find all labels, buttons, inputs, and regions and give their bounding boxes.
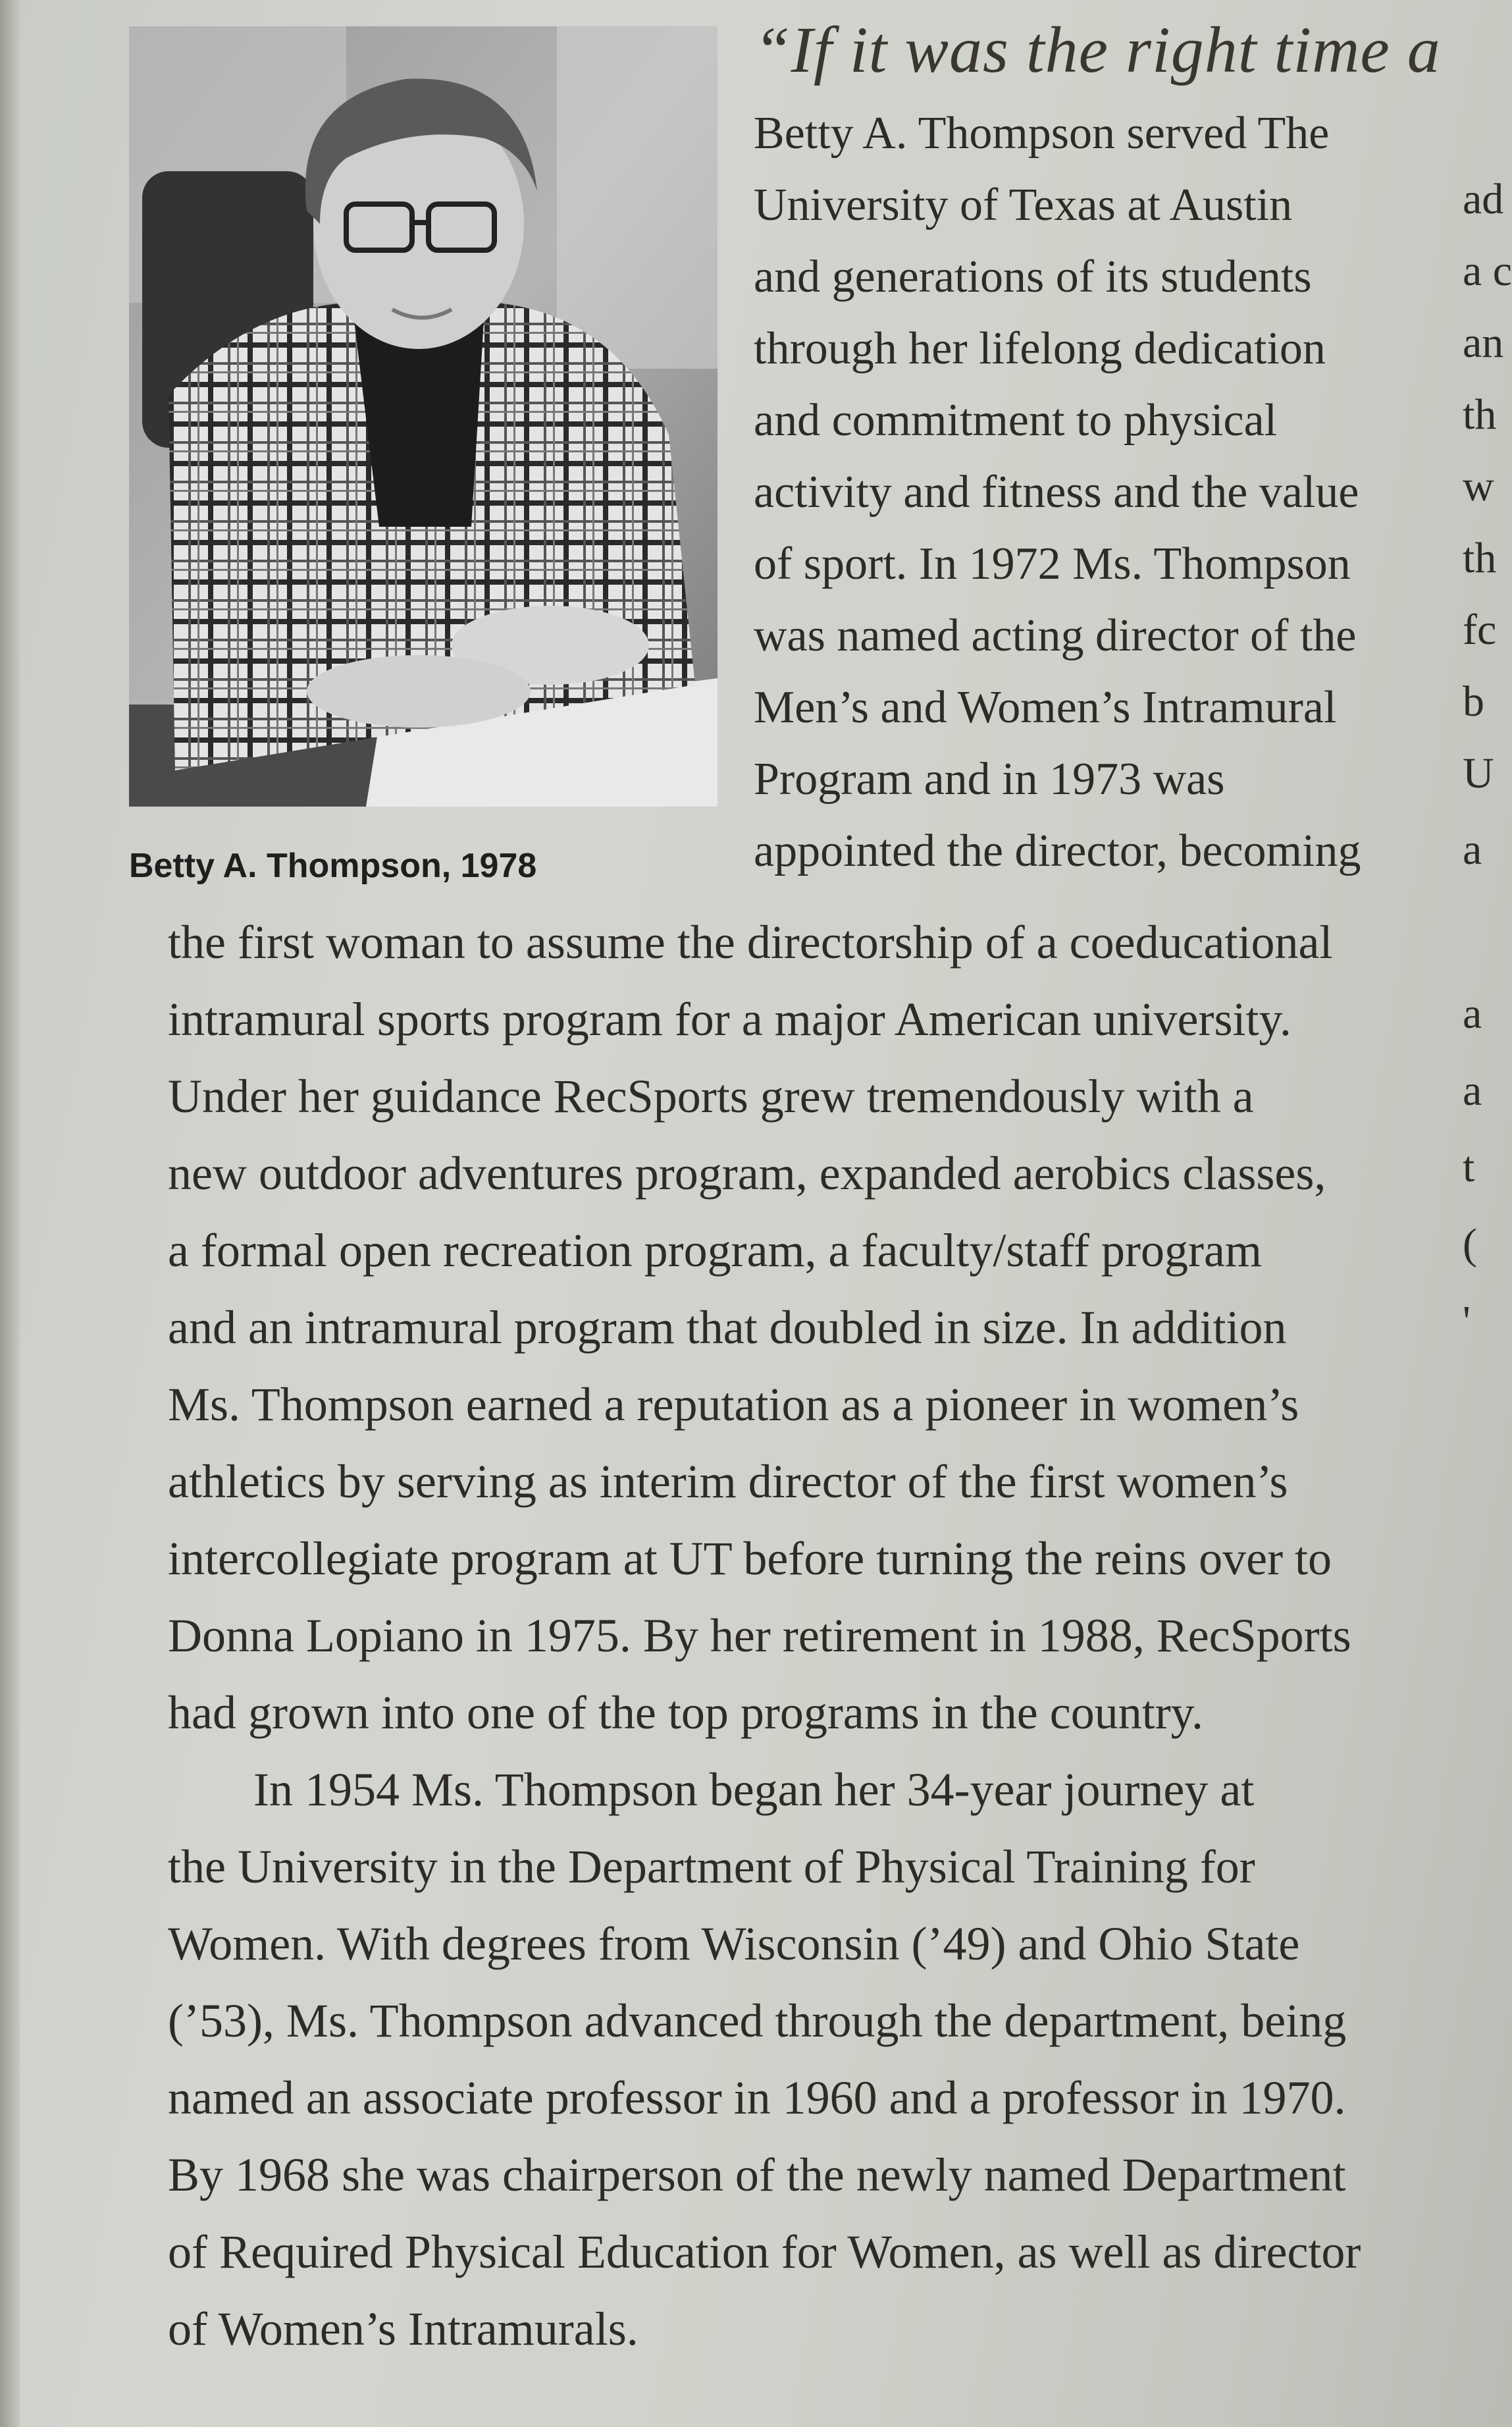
next-column-fragment: an [1463,319,1504,367]
next-column-fragment: a [1463,826,1482,874]
column-line: through her lifelong dedication [754,323,1326,374]
column-line: was named acting director of the [754,610,1357,661]
column-line: appointed the director, becoming [754,826,1361,876]
column-line: of sport. In 1972 Ms. Thompson [754,539,1351,589]
page-edge [0,0,20,2427]
body-line: By 1968 she was chairperson of the newly named Department [168,2148,1346,2201]
next-column-fragment: U [1463,749,1494,797]
next-column-fragment: b [1463,678,1484,726]
body-line: Donna Lopiano in 1975. By her retirement in 1988, RecSports [168,1609,1351,1662]
next-column-fragment: ( [1463,1220,1477,1268]
column-line: Men’s and Women’s Intramural [754,682,1337,733]
next-column-fragment: t [1463,1143,1475,1191]
paragraph-first-line: In 1954 Ms. Thompson began her 34-year journey at [253,1763,1255,1816]
next-column-fragment: ' [1463,1297,1471,1345]
body-line: intercollegiate program at UT before turning the reins over to [168,1532,1332,1585]
body-line: the University in the Department of Physical Training for [168,1840,1255,1893]
body-line: of Women’s Intramurals. [168,2303,639,2355]
body-line: athletics by serving as interim director of the first women’s [168,1455,1288,1508]
column-line: activity and fitness and the value [754,467,1359,518]
body-line: new outdoor adventures program, expanded aerobics classes, [168,1147,1326,1200]
body-line: named an associate professor in 1960 and a professor in 1970. [168,2071,1346,2124]
body-line: had grown into one of the top programs in the country. [168,1686,1203,1739]
next-column-fragment: fc [1463,606,1497,654]
body-line: intramural sports program for a major American university. [168,993,1291,1046]
body-line: Under her guidance RecSports grew tremendously with a [168,1070,1254,1123]
body-line: and an intramural program that doubled in size. In addition [168,1301,1287,1354]
column-line: and generations of its students [754,252,1312,302]
body-line: (’53), Ms. Thompson advanced through the department, being [168,1994,1347,2047]
next-column-fragment: a [1463,1067,1482,1115]
next-column-fragment: th [1463,390,1497,439]
body-line: the first woman to assume the directorship of a coeducational [168,916,1333,969]
column-line: University of Texas at Austin [754,180,1293,230]
column-line: and commitment to physical [754,395,1278,446]
next-column-fragment: a [1463,990,1482,1038]
body-line: Ms. Thompson earned a reputation as a pioneer in women’s [168,1378,1299,1431]
body-line: Women. With degrees from Wisconsin (’49) and Ohio State [168,1917,1300,1970]
column-line: Program and in 1973 was [754,754,1225,805]
next-column-fragment: ad [1463,175,1504,223]
next-column-fragment: a c [1463,247,1512,295]
body-line: a formal open recreation program, a faculty/staff program [168,1224,1262,1277]
body-line: of Required Physical Education for Women, as well as director [168,2226,1361,2278]
portrait-photo [129,26,717,807]
next-column-fragment: th [1463,534,1497,582]
column-line: Betty A. Thompson served The [754,108,1330,159]
pull-quote: “If it was the right time a [754,13,1441,86]
photo-caption: Betty A. Thompson, 1978 [129,847,537,885]
next-column-fragment: w [1463,462,1494,510]
